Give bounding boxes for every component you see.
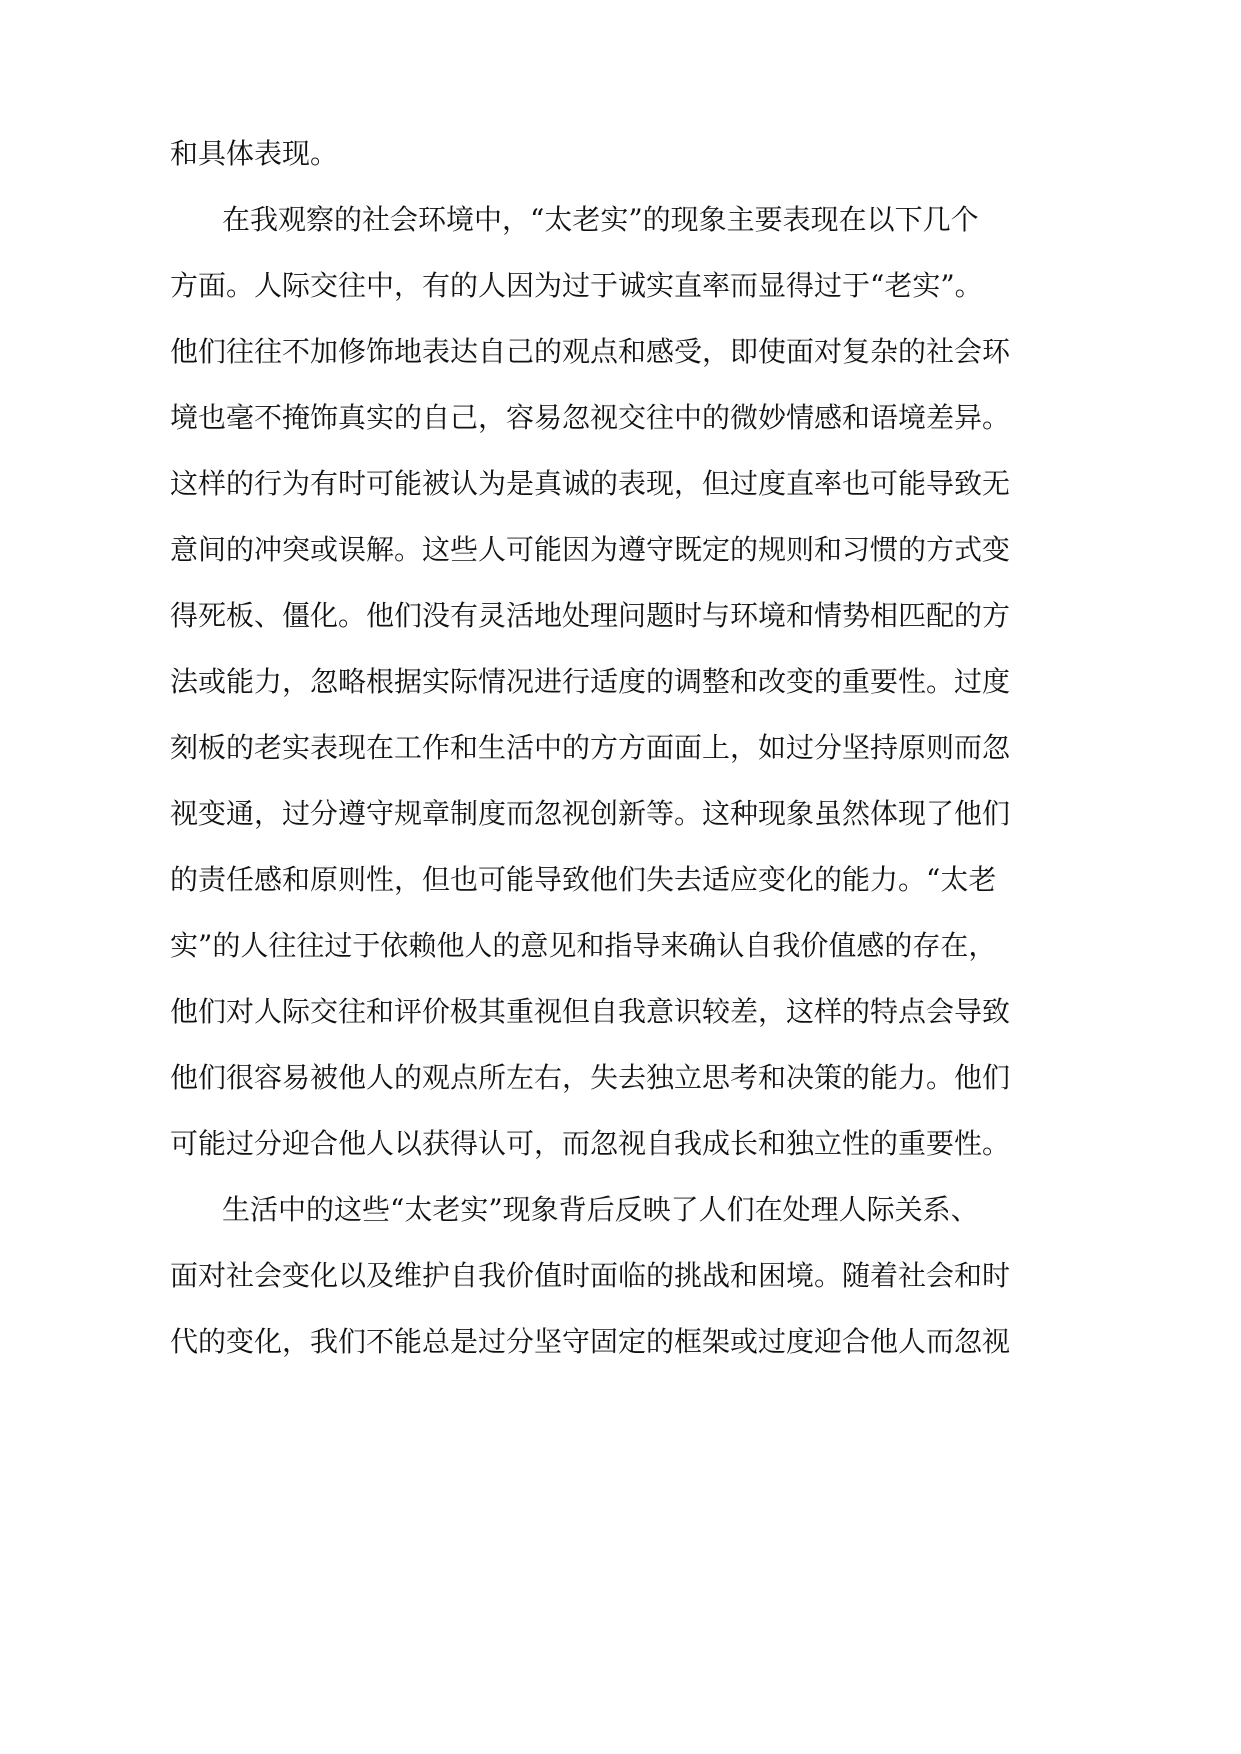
text-line: 实”的人往往过于依赖他人的意见和指导来确认自我价值感的存在， (170, 929, 997, 962)
text-line: 的责任感和原则性，但也可能导致他们失去适应变化的能力。“太老 (170, 863, 997, 896)
text-line: 方面。人际交往中，有的人因为过于诚实直率而显得过于“老实”。 (170, 269, 983, 302)
paragraph-start-line: 生活中的这些“太老实”现象背后反映了人们在处理人际关系、 (222, 1193, 979, 1226)
text-line: 和具体表现。 (170, 137, 339, 170)
text-line: 这样的行为有时可能被认为是真诚的表现，但过度直率也可能导致无 (170, 467, 1011, 500)
text-line: 面对社会变化以及维护自我价值时面临的挑战和困境。随着社会和时 (170, 1259, 1011, 1292)
text-line: 视变通，过分遵守规章制度而忽视创新等。这种现象虽然体现了他们 (170, 797, 1011, 830)
text-line: 他们很容易被他人的观点所左右，失去独立思考和决策的能力。他们 (170, 1061, 1011, 1094)
text-line: 他们往往不加修饰地表达自己的观点和感受，即使面对复杂的社会环 (170, 335, 1011, 368)
text-line: 境也毫不掩饰真实的自己，容易忽视交往中的微妙情感和语境差异。 (170, 401, 1011, 434)
paragraph-start-line: 在我观察的社会环境中，“太老实”的现象主要表现在以下几个 (222, 203, 979, 236)
text-line: 意间的冲突或误解。这些人可能因为遵守既定的规则和习惯的方式变 (170, 533, 1011, 566)
text-line: 代的变化，我们不能总是过分坚守固定的框架或过度迎合他人而忽视 (170, 1325, 1011, 1358)
text-line: 法或能力，忽略根据实际情况进行适度的调整和改变的重要性。过度 (170, 665, 1011, 698)
text-line: 刻板的老实表现在工作和生活中的方方面面上，如过分坚持原则而忽 (170, 731, 1011, 764)
text-line: 他们对人际交往和评价极其重视但自我意识较差，这样的特点会导致 (170, 995, 1011, 1028)
text-line: 可能过分迎合他人以获得认可，而忽视自我成长和独立性的重要性。 (170, 1127, 1011, 1160)
text-line: 得死板、僵化。他们没有灵活地处理问题时与环境和情势相匹配的方 (170, 599, 1011, 632)
